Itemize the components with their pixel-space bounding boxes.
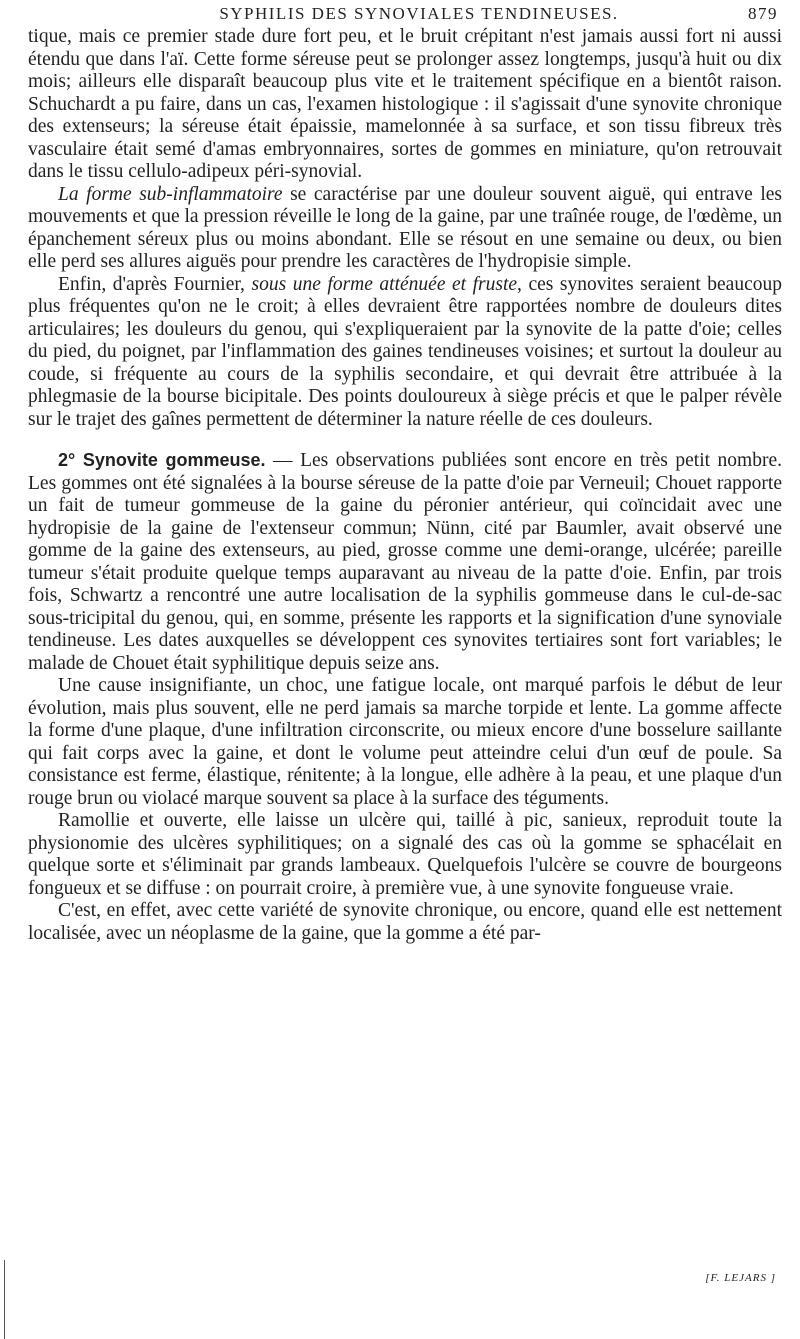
paragraph-2 bbox=[28, 184, 782, 274]
paragraph-2-italic: La forme sub-inflammatoire bbox=[58, 183, 283, 205]
author-signature: [F. LEJARS ] bbox=[705, 1272, 776, 1284]
paragraph-3-start: Enfin, d'après Fournier, bbox=[58, 273, 252, 295]
paragraph-4-text: — Les observations publiées sont encore en très petit nombre. Les gommes ont été signalées à la bourse séreuse de la patte d'oie par Verneuil; Chouet rapporte un fait de tumeur gommeuse de la gaine du péronier antérieur, qui coïncidait avec une hydropisie de la gaine de l'extenseur commun; Nünn, cité par Baumler, avait observé une gomme de la gaine des extenseurs, au pied, grosse comme une demi-orange, ulcérée; pareille tumeur s'était produite quelque temps auparavant au niveau de la patte d'oie. Enfin, par trois fois, Schwartz a rencontré une autre localisation de la syphilis gommeuse dans le cul-de-sac sous-tricipital du genou, qui, en somme, présente les rapports et la signification d'une synoviale tendineuse. Les dates auxquelles se développent ces synovites tertiaires sont fort variables; le malade de Chouet était syphilitique depuis seize ans. bbox=[28, 450, 782, 674]
paragraph-2-text: se caractérise par une douleur souvent aiguë, qui entrave les mouvements et que la pression réveille le long de la gaine, par une traînée rouge, de l'œdème, un épanchement séreux plus ou moins abondant. Elle se résout en une semaine ou deux, ou bien elle perd ses allures aiguës pour prendre les caractères de l'hydropisie simple. bbox=[28, 183, 782, 272]
paragraph-3 bbox=[28, 274, 782, 432]
paragraph-1 bbox=[28, 26, 782, 184]
page-header bbox=[60, 4, 778, 28]
paragraph-6-text: Ramollie et ouverte, elle laisse un ulcère qui, taillé à pic, sanieux, reproduit toute la physionomie des ulcères syphilitiques; on a signalé des cas où la gomme se sphacélait en quelque sorte et s'éliminait par grands lambeaux. Quelquefois l'ulcère se couvre de bourgeons fongueux et se diffuse : on pourrait croire, à première vue, à une synovite fongueuse vraie. bbox=[28, 810, 782, 899]
body-text bbox=[28, 26, 782, 945]
paragraph-7 bbox=[28, 900, 782, 945]
running-title: SYPHILIS DES SYNOVIALES TENDINEUSES. bbox=[219, 4, 619, 23]
page-number: 879 bbox=[748, 4, 778, 23]
paragraph-6 bbox=[28, 810, 782, 900]
paragraph-5-text: Une cause insignifiante, un choc, une fatigue locale, ont marqué parfois le début de leur évolution, mais plus souvent, elle ne perd jamais sa marche torpide et lente. La gomme affecte la forme d'une plaque, d'une infiltration circonscrite, ou mieux encore d'une bosselure saillante qui fait corps avec la gaine, et dont le volume peut atteindre celui d'un œuf de poule. Sa consistance est ferme, élastique, rénitente; à la longue, elle adhère à la peau, et une plaque d'un rouge brun ou violacé marque souvent sa place à la surface des téguments. bbox=[28, 675, 782, 809]
paragraph-1-text: tique, mais ce premier stade dure fort peu, et le bruit crépitant n'est jamais aussi fort ni aussi étendu que dans l'aï. Cette forme séreuse peut se prolonger assez longtemps, jusqu'à huit ou dix mois; ailleurs elle disparaît beaucoup plus vite et le traitement spécifique en a bientôt raison. Schuchardt a pu faire, dans un cas, l'examen histologique : il s'agissait d'une synovite chronique des extenseurs; la séreuse était épaissie, mamelonnée à sa surface, et son tissu fibreux très vasculaire était semé d'amas embryonnaires, sortes de gommes en miniature, qu'on retrouvait dans le tissu cellulo-adipeux péri-synovial. bbox=[28, 26, 782, 182]
paragraph-5 bbox=[28, 675, 782, 810]
paragraph-4 bbox=[28, 449, 782, 675]
section-heading-synovite-gommeuse: 2° Synovite gommeuse. bbox=[58, 450, 266, 470]
paragraph-3-italic: sous une forme atténuée et fruste bbox=[251, 273, 518, 295]
paragraph-7-text: C'est, en effet, avec cette variété de synovite chronique, ou encore, quand elle est nettement localisée, avec un néoplasme de la gaine, que la gomme a été par- bbox=[28, 900, 782, 944]
paragraph-3-text: , ces synovites seraient beaucoup plus fréquentes qu'on ne le croit; à elles devraient être rapportées nombre de douleurs dites articulaires; les douleurs du genou, qui s'expliqueraient par la synovite de la patte d'oie; celles du pied, du poignet, par l'inflammation des gaines tendineuses voisines; et surtout la douleur au coude, si fréquente au cours de la syphilis secondaire, et qui devrait être attribuée à la phlegmasie de la bourse bicipitale. Des points douloureux à siège précis et que le palper révèle sur le trajet des gaînes permettent de déterminer la nature réelle de ces douleurs. bbox=[28, 273, 782, 430]
margin-rule bbox=[4, 1260, 5, 1339]
